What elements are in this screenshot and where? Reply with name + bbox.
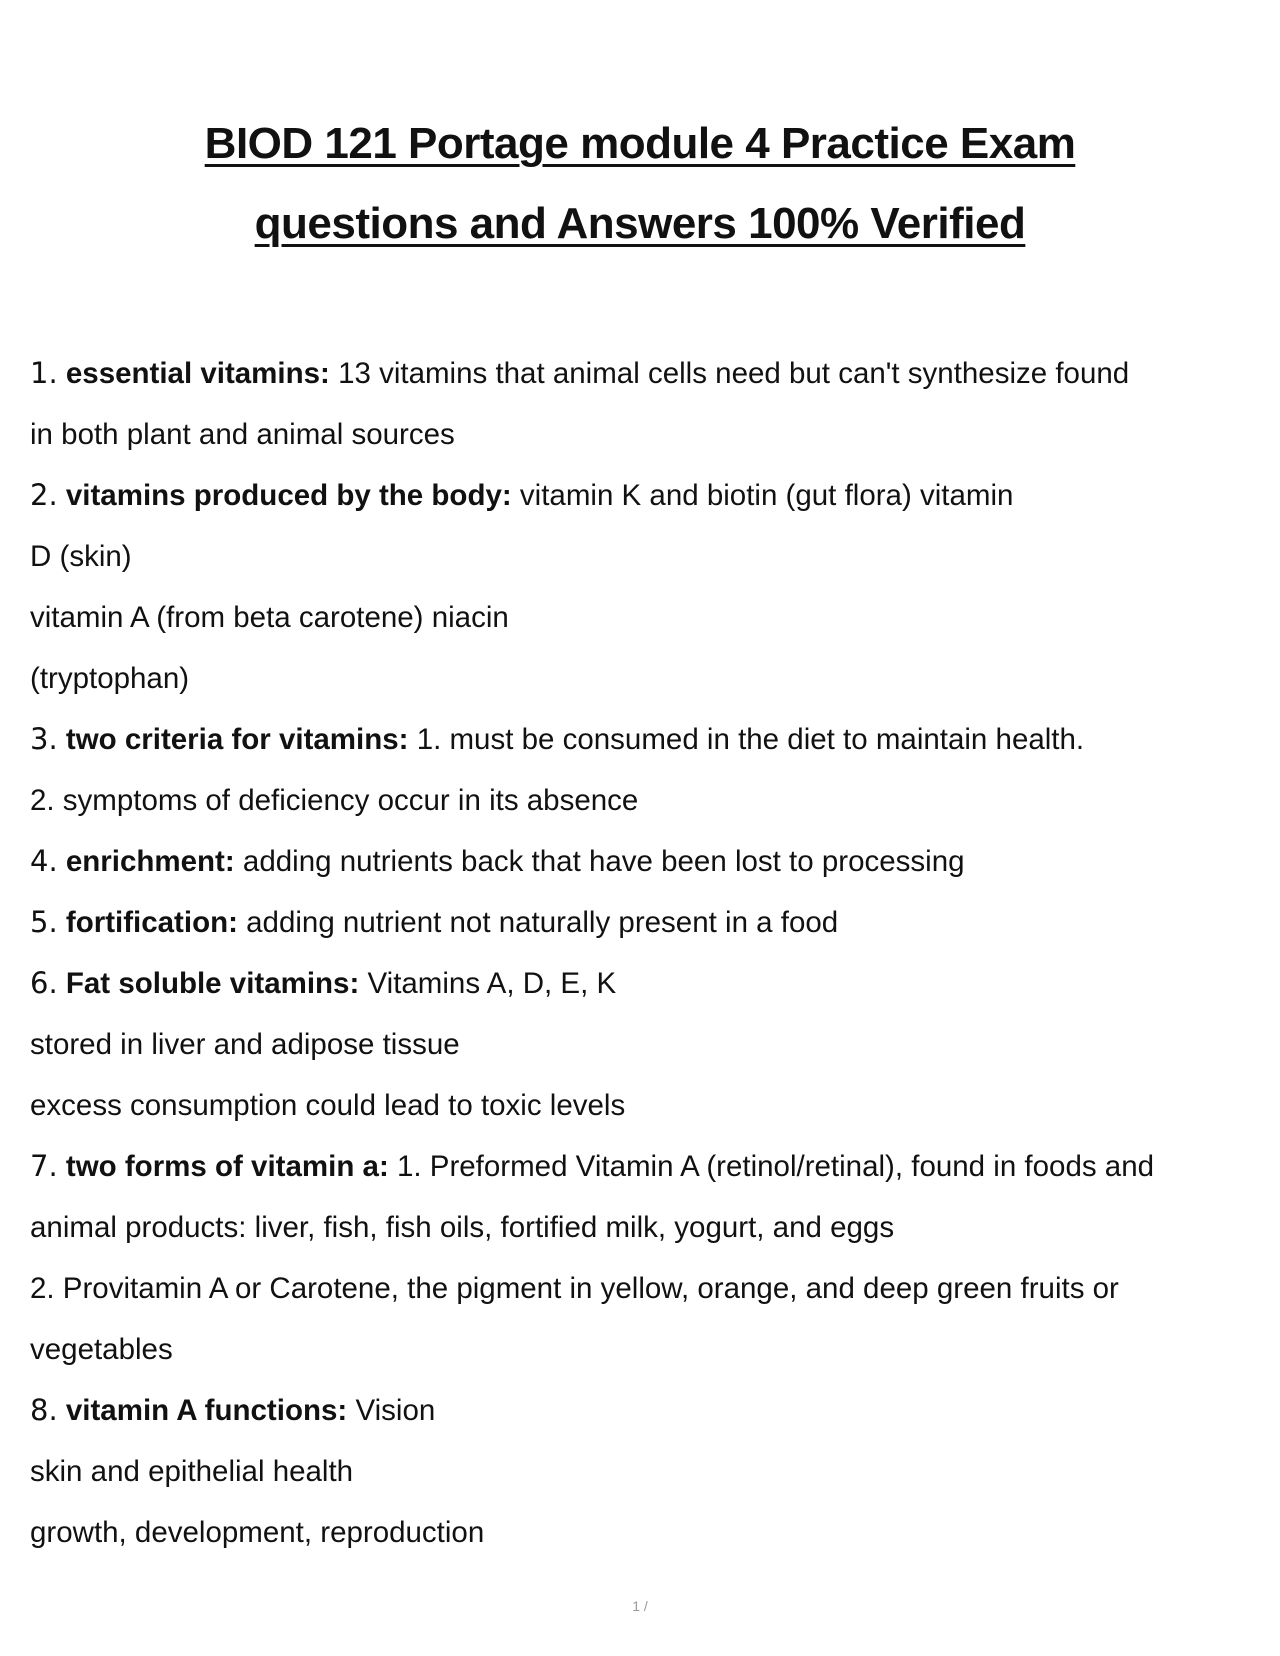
qa-item-7 bbox=[30, 1136, 1250, 1197]
item-number: 6. bbox=[30, 966, 58, 1000]
document-title bbox=[0, 104, 1280, 264]
item-number: 3. bbox=[30, 722, 58, 756]
item-term: Fat soluble vitamins: bbox=[65, 967, 360, 1000]
item-continuation: in both plant and animal sources bbox=[30, 418, 455, 451]
item-number: 8. bbox=[30, 1393, 58, 1427]
item-continuation: 2. symptoms of deficiency occur in its absence bbox=[30, 784, 639, 817]
item-continuation: stored in liver and adipose tissue bbox=[30, 1028, 460, 1061]
qa-item-8 bbox=[30, 1380, 1250, 1441]
item-number: 2. bbox=[30, 478, 58, 512]
item-number: 5. bbox=[30, 905, 58, 939]
item-continuation: (tryptophan) bbox=[30, 662, 190, 695]
item-term: enrichment: bbox=[65, 845, 235, 878]
item-answer: Vitamins A, D, E, K bbox=[367, 967, 617, 1000]
item-term: vitamins produced by the body: bbox=[65, 479, 512, 512]
item-answer: 13 vitamins that animal cells need but can't synthesize found bbox=[338, 357, 1130, 390]
qa-item-1 bbox=[30, 343, 1250, 404]
item-answer: adding nutrients back that have been lost to processing bbox=[242, 845, 965, 878]
item-answer: Vision bbox=[355, 1394, 436, 1427]
qa-list bbox=[30, 343, 1250, 1563]
item-term: two criteria for vitamins: bbox=[65, 723, 409, 756]
item-answer: adding nutrient not naturally present in a food bbox=[246, 906, 839, 939]
item-continuation: excess consumption could lead to toxic levels bbox=[30, 1089, 626, 1122]
item-continuation: vegetables bbox=[30, 1333, 173, 1366]
qa-item-4 bbox=[30, 831, 1250, 892]
item-term: fortification: bbox=[65, 906, 238, 939]
item-term: two forms of vitamin a: bbox=[65, 1150, 389, 1183]
qa-item-2 bbox=[30, 465, 1250, 526]
item-continuation: growth, development, reproduction bbox=[30, 1516, 485, 1549]
title-line-2: questions and Answers 100% Verified bbox=[254, 199, 1026, 248]
qa-item-5 bbox=[30, 892, 1250, 953]
qa-item-6 bbox=[30, 953, 1250, 1014]
page-number: 1 / bbox=[632, 1598, 648, 1614]
item-answer: 1. must be consumed in the diet to maintain health. bbox=[416, 723, 1085, 756]
item-number: 7. bbox=[30, 1149, 58, 1183]
item-continuation: animal products: liver, fish, fish oils, fortified milk, yogurt, and eggs bbox=[30, 1211, 895, 1244]
item-continuation: skin and epithelial health bbox=[30, 1455, 354, 1488]
item-number: 1. bbox=[30, 356, 58, 390]
title-line-1: BIOD 121 Portage module 4 Practice Exam bbox=[204, 119, 1076, 168]
item-term: vitamin A functions: bbox=[65, 1394, 348, 1427]
item-term: essential vitamins: bbox=[65, 357, 330, 390]
item-continuation: 2. Provitamin A or Carotene, the pigment in yellow, orange, and deep green fruits or bbox=[30, 1272, 1119, 1305]
item-answer: vitamin K and biotin (gut flora) vitamin bbox=[519, 479, 1014, 512]
qa-item-3 bbox=[30, 709, 1250, 770]
item-continuation: D (skin) bbox=[30, 540, 132, 573]
item-continuation: vitamin A (from beta carotene) niacin bbox=[30, 601, 509, 634]
item-number: 4. bbox=[30, 844, 58, 878]
item-answer: 1. Preformed Vitamin A (retinol/retinal), found in foods and bbox=[396, 1150, 1155, 1183]
